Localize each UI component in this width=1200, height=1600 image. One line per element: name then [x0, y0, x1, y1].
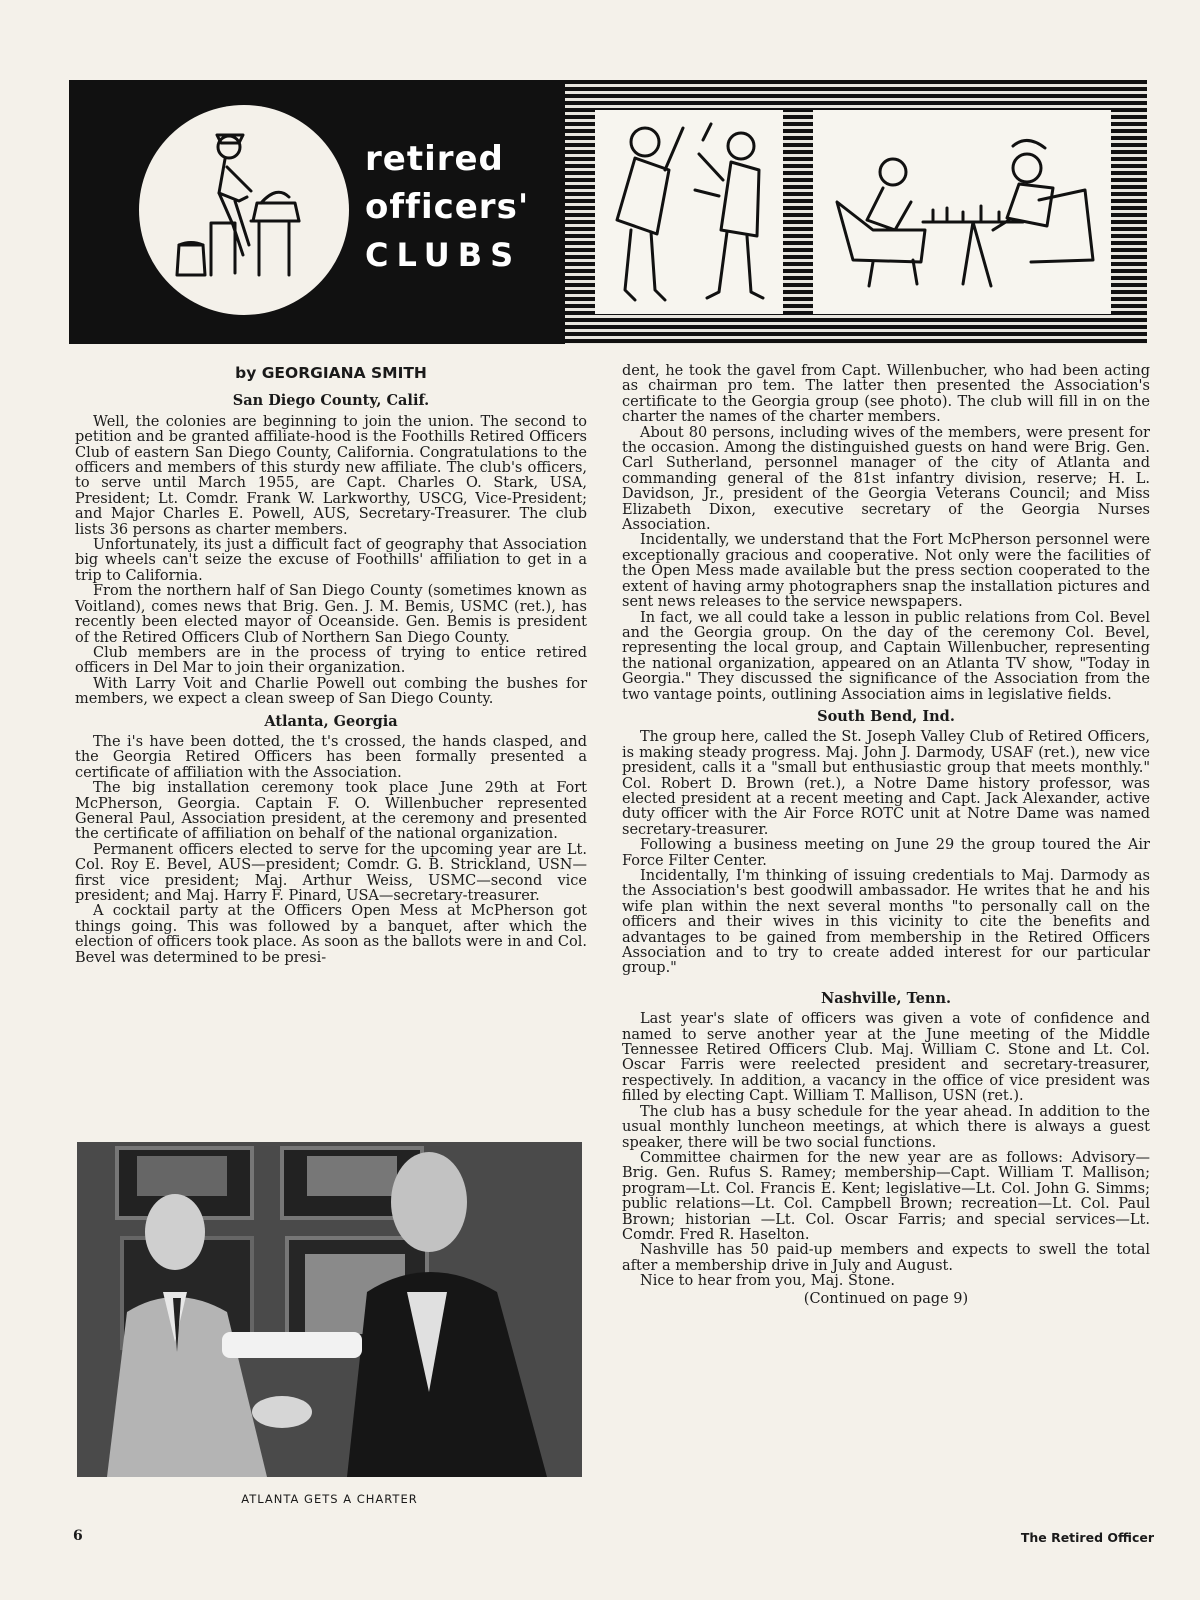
- paragraph: Unfortunately, its just a difficult fact of geography that Association big wheels can't seize the excuse of Foothills' affiliation to get in a trip to California.: [75, 537, 587, 584]
- paragraph: The i's have been dotted, the t's crossed, the hands clasped, and the Georgia Retired Officers has been formally presented a certificate of affiliation with the Association.: [75, 733, 587, 781]
- title-line-retired: retired: [365, 139, 504, 179]
- publication-name: The Retired Officer: [1020, 1530, 1154, 1545]
- paragraph: The group here, called the St. Joseph Valley Club of Retired Officers, is making steady progress. Maj. John J. Darmody, USAF (ret.), new vice president, calls it a "small but enthusiastic group that meets monthly." Col. Robert D. Brown (ret.), a Notre Dame history professor, was elected president at a recent meeting and Capt. Jack Alexander, active duty officer with the Air Force ROTC unit at Notre Dame was named secretary-treasurer.: [622, 729, 1150, 838]
- paragraph: Permanent officers elected to serve for the upcoming year are Lt. Col. Roy E. Bevel, AUS—president; Comdr. G. B. Strickland, USN—first vice president; Maj. Arthur Weiss, USMC—second vice president; and Maj. Harry F. Pinard, USA—secretary-treasurer.: [75, 841, 587, 904]
- paragraph: Nashville has 50 paid-up members and expects to swell the total after a membership drive in July and August.: [622, 1242, 1150, 1274]
- paragraph: Following a business meeting on June 29 the group toured the Air Force Filter Center.: [622, 837, 1150, 869]
- typist-illustration: [139, 105, 349, 315]
- debate-illustration: [595, 110, 783, 314]
- paragraph: About 80 persons, including wives of the members, were present for the occasion. Among the distinguished guests on hand were Brig. Gen. Carl Sutherland, personnel manager of the city of Atlanta and commanding general of the 81st infantry division, reserve; H. L. Davidson, Jr., president of the Georgia Veterans Council; and Miss Elizabeth Dixon, executive secretary of the Georgia Nurses Association.: [622, 424, 1150, 534]
- title-line-clubs: CLUBS: [365, 236, 522, 274]
- section-heading-san-diego: San Diego County, Calif.: [232, 392, 430, 410]
- paragraph: Nice to hear from you, Maj. Stone.: [640, 1273, 895, 1290]
- paragraph: Incidentally, I'm thinking of issuing credentials to Maj. Darmody as the Association's best goodwill ambassador. He writes that he and his wife plan within the next several months "to personally call on the officers and their wives in this vicinity to cite the benefits and advantages to be gained from membership in the Retired Officers Association and to try to create added interest for our particular group.": [622, 868, 1150, 977]
- paragraph: Last year's slate of officers was given a vote of confidence and named to serve another year at the June meeting of the Middle Tennessee Retired Officers Club. Maj. William C. Stone and Lt. Col. Oscar Farris were reelected president and secretary-treasurer, respectively. In addition, a vacancy in the office of vice president was filled by electing Capt. William T. Mallison, USN (ret.).: [622, 1011, 1150, 1105]
- header-banner: [69, 80, 1147, 344]
- paragraph: Club members are in the process of trying to entice retired officers in Del Mar to join their organization.: [75, 644, 587, 677]
- page-number: 6: [73, 1528, 83, 1544]
- paragraph: Well, the colonies are beginning to join the union. The second to petition and be granted affiliate-hood is the Foothills Retired Officers Club of eastern San Diego County, California. Congratulations to the officers and members of this sturdy new affiliate. The club's officers, to serve until March 1955, are Capt. Charles O. Stark, USA, President; Lt. Comdr. Frank W. Larkworthy, USCG, Vice-President; and Major Charles E. Powell, AUS, Secretary-Treasurer. The club lists 36 persons as charter members.: [75, 413, 587, 538]
- paragraph: In fact, we all could take a lesson in public relations from Col. Bevel and the Georgia group. On the day of the ceremony Col. Bevel, representing the local group, and Captain Willenbucher, representing the national organization, appeared on an Atlanta TV show, "Today in Georgia." They discussed the significance of the Association from the two vantage points, outlining Association aims in legislative fields.: [622, 609, 1150, 703]
- charter-photo: [77, 1142, 582, 1477]
- byline: by GEORGIANA SMITH: [235, 364, 427, 382]
- paragraph: Committee chairmen for the new year are as follows: Advisory—Brig. Gen. Rufus S. Ramey; membership—Capt. William T. Mallison; program—Lt. Col. Francis E. Kent; legislative—Lt. Col. John G. Simms; public relations—Lt. Col. Campbell Brown; recreation—Lt. Col. Paul Brown; historian —Lt. Col. Oscar Farris; and special services—Lt. Comdr. Fred R. Haselton.: [622, 1149, 1150, 1243]
- paragraph: A cocktail party at the Officers Open Mess at McPherson got things going. This was followed by a banquet, after which the election of officers took place. As soon as the ballots were in and Col. Bevel was determined to be presi-: [75, 903, 587, 966]
- paragraph: The club has a busy schedule for the year ahead. In addition to the usual monthly luncheon meetings, at which there is always a guest speaker, there will be two social functions.: [622, 1103, 1150, 1151]
- section-heading-nashville: Nashville, Tenn.: [820, 989, 952, 1007]
- article-column-right: [622, 364, 1150, 1307]
- section-heading-atlanta: Atlanta, Georgia: [264, 712, 398, 730]
- continued-notice: (Continued on page 9): [803, 1290, 969, 1307]
- section-title: [365, 135, 529, 279]
- section-heading-south-bend: South Bend, Ind.: [817, 707, 955, 725]
- chess-illustration: [813, 110, 1111, 314]
- article-column-left: [75, 364, 587, 966]
- paragraph: The big installation ceremony took place June 29th at Fort McPherson, Georgia. Captain F. O. Willenbucher represented General Paul, Association president, at the ceremony and presented the certificate of affiliation on behalf of the national organization.: [75, 780, 587, 843]
- title-line-officers: officers': [365, 187, 530, 227]
- paragraph: With Larry Voit and Charlie Powell out combing the bushes for members, we expect a clean sweep of San Diego County.: [75, 675, 587, 708]
- paragraph: Incidentally, we understand that the Fort McPherson personnel were exceptionally gracious and cooperative. Not only were the facilities of the Open Mess made available but the press section cooperated to the extent of having army photographers snap the installation pictures and sent news releases to the service newspapers.: [622, 532, 1150, 611]
- paragraph: From the northern half of San Diego County (sometimes known as Voitland), comes news that Brig. Gen. J. M. Bemis, USMC (ret.), has recently been elected mayor of Oceanside. Gen. Bemis is president of the Retired Officers Club of Northern San Diego County.: [75, 583, 587, 646]
- paragraph: dent, he took the gavel from Capt. Willenbucher, who had been acting as chairman pro tem. The latter then presented the Association's certificate to the Georgia group (see photo). The club will fill in on the charter the names of the charter members.: [622, 363, 1150, 426]
- photo-caption: ATLANTA GETS A CHARTER: [241, 1492, 418, 1506]
